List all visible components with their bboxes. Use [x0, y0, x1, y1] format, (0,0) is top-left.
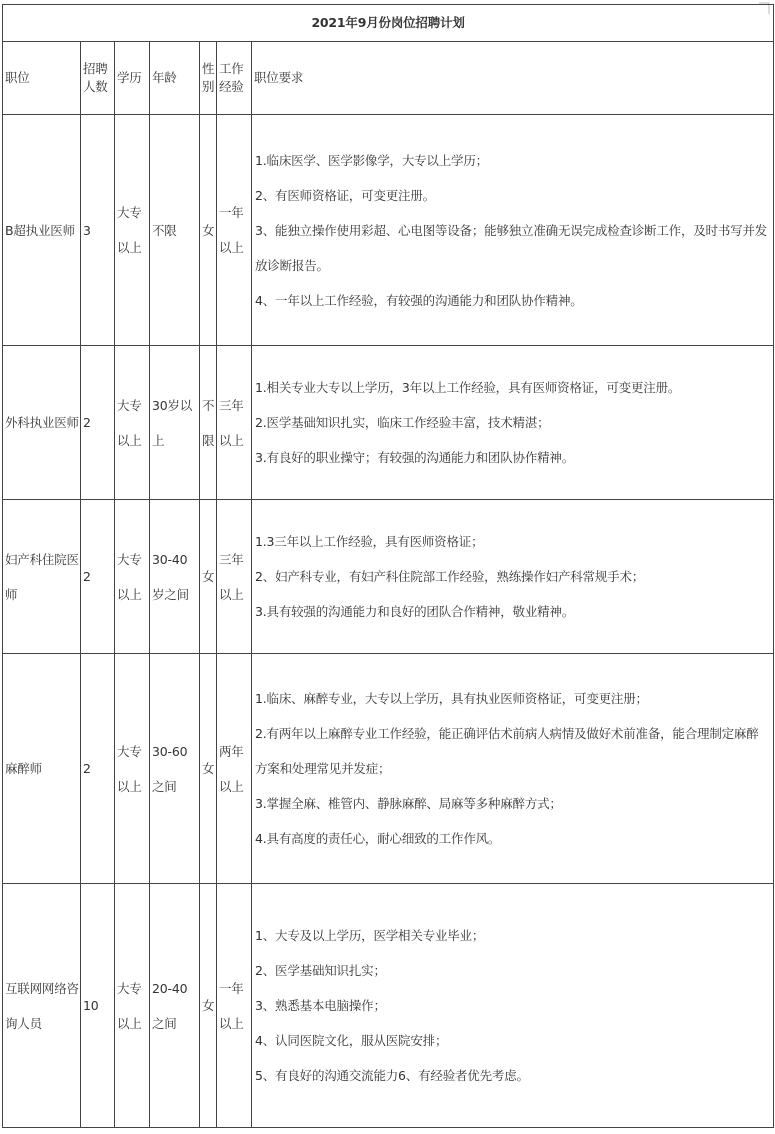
cell-requirements [252, 500, 774, 654]
requirement-item: 4、一年以上工作经验，有较强的沟通能力和团队协作精神。 [255, 292, 583, 308]
requirement-item: 2.有两年以上麻醉专业工作经验，能正确评估术前病人病情及做好术前准备，能合理制定麻醉方案和处理常见并发症； [255, 726, 759, 776]
requirement-item: 3.具有较强的沟通能力和良好的团队合作精神，敬业精神。 [255, 604, 575, 619]
cell-position: 妇产科住院医师 [3, 500, 81, 654]
cell-education: 大专以上 [115, 346, 150, 500]
cell-experience: 三年以上 [217, 346, 252, 500]
requirement-item: 1.相关专业大专以上学历，3年以上工作经验，具有医师资格证，可变更注册。 [255, 380, 681, 395]
cell-count: 2 [81, 654, 115, 884]
table-row [3, 500, 774, 654]
requirement-item: 1.3三年以上工作经验，具有医师资格证； [255, 534, 484, 549]
header-education: 学历 [115, 42, 150, 115]
cell-gender: 女 [200, 500, 217, 654]
cell-position: 互联网网络咨询人员 [3, 884, 81, 1128]
cell-count: 2 [81, 346, 115, 500]
header-requirements: 职位要求 [252, 42, 774, 115]
cell-gender: 女 [200, 654, 217, 884]
cell-requirements [252, 346, 774, 500]
cell-age: 20-40之间 [150, 884, 200, 1128]
cell-experience: 两年以上 [217, 654, 252, 884]
cell-count: 10 [81, 884, 115, 1128]
cell-education: 大专以上 [115, 115, 150, 346]
cell-gender: 不限 [200, 346, 217, 500]
requirement-item: 1.临床医学、医学影像学，大专以上学历； [255, 152, 488, 168]
cell-education: 大专以上 [115, 654, 150, 884]
cell-education: 大专以上 [115, 500, 150, 654]
cell-age: 30岁以上 [150, 346, 200, 500]
cell-gender: 女 [200, 884, 217, 1128]
cell-age: 30-60之间 [150, 654, 200, 884]
header-row [3, 42, 774, 115]
table-title: 2021年9月份岗位招聘计划 [3, 5, 774, 42]
requirement-item: 5、有良好的沟通交流能力6、有经验者优先考虑。 [255, 1068, 529, 1083]
recruitment-table [2, 4, 774, 1128]
header-age: 年龄 [150, 42, 200, 115]
requirement-item: 2.医学基础知识扎实，临床工作经验丰富，技术精湛； [255, 415, 550, 430]
requirement-item: 2、有医师资格证，可变更注册。 [255, 187, 435, 203]
cell-requirements [252, 115, 774, 346]
requirement-item: 2、医学基础知识扎实； [255, 963, 386, 978]
header-position: 职位 [3, 42, 81, 115]
header-count: 招聘人数 [81, 42, 115, 115]
cell-count: 2 [81, 500, 115, 654]
cell-requirements [252, 884, 774, 1128]
cell-age: 不限 [150, 115, 200, 346]
requirement-item: 2、妇产科专业，有妇产科住院部工作经验，熟练操作妇产科常规手术； [255, 569, 645, 584]
table-row [3, 654, 774, 884]
requirement-item: 4.具有高度的责任心，耐心细致的工作作风。 [255, 831, 501, 846]
cell-age: 30-40岁之间 [150, 500, 200, 654]
cell-position: 麻醉师 [3, 654, 81, 884]
table-row [3, 346, 774, 500]
cell-position: B超执业医师 [3, 115, 81, 346]
cell-requirements [252, 654, 774, 884]
requirement-item: 3、能独立操作使用彩超、心电图等设备；能够独立准确无误完成检查诊断工作，及时书写并发放诊断报告。 [255, 222, 768, 273]
cell-experience: 一年以上 [217, 884, 252, 1128]
table-row [3, 884, 774, 1128]
requirement-item: 3.有良好的职业操守；有较强的沟通能力和团队协作精神。 [255, 450, 575, 465]
recruitment-plan [2, 4, 773, 1128]
cell-experience: 一年以上 [217, 115, 252, 346]
requirement-item: 1.临床、麻醉专业，大专以上学历，具有执业医师资格证，可变更注册； [255, 691, 648, 706]
header-experience: 工作经验 [217, 42, 252, 115]
title-row [3, 5, 774, 42]
cell-experience: 三年以上 [217, 500, 252, 654]
header-gender: 性别 [200, 42, 217, 115]
requirement-item: 4、认同医院文化，服从医院安排； [255, 1033, 448, 1048]
table-row [3, 115, 774, 346]
requirement-item: 3、熟悉基本电脑操作； [255, 998, 386, 1013]
requirement-item: 1、大专及以上学历，医学相关专业毕业； [255, 928, 485, 943]
requirement-item: 3.掌握全麻、椎管内、静脉麻醉、局麻等多种麻醉方式； [255, 796, 562, 811]
cell-education: 大专以上 [115, 884, 150, 1128]
cell-count: 3 [81, 115, 115, 346]
cell-position: 外科执业医师 [3, 346, 81, 500]
cell-gender: 女 [200, 115, 217, 346]
